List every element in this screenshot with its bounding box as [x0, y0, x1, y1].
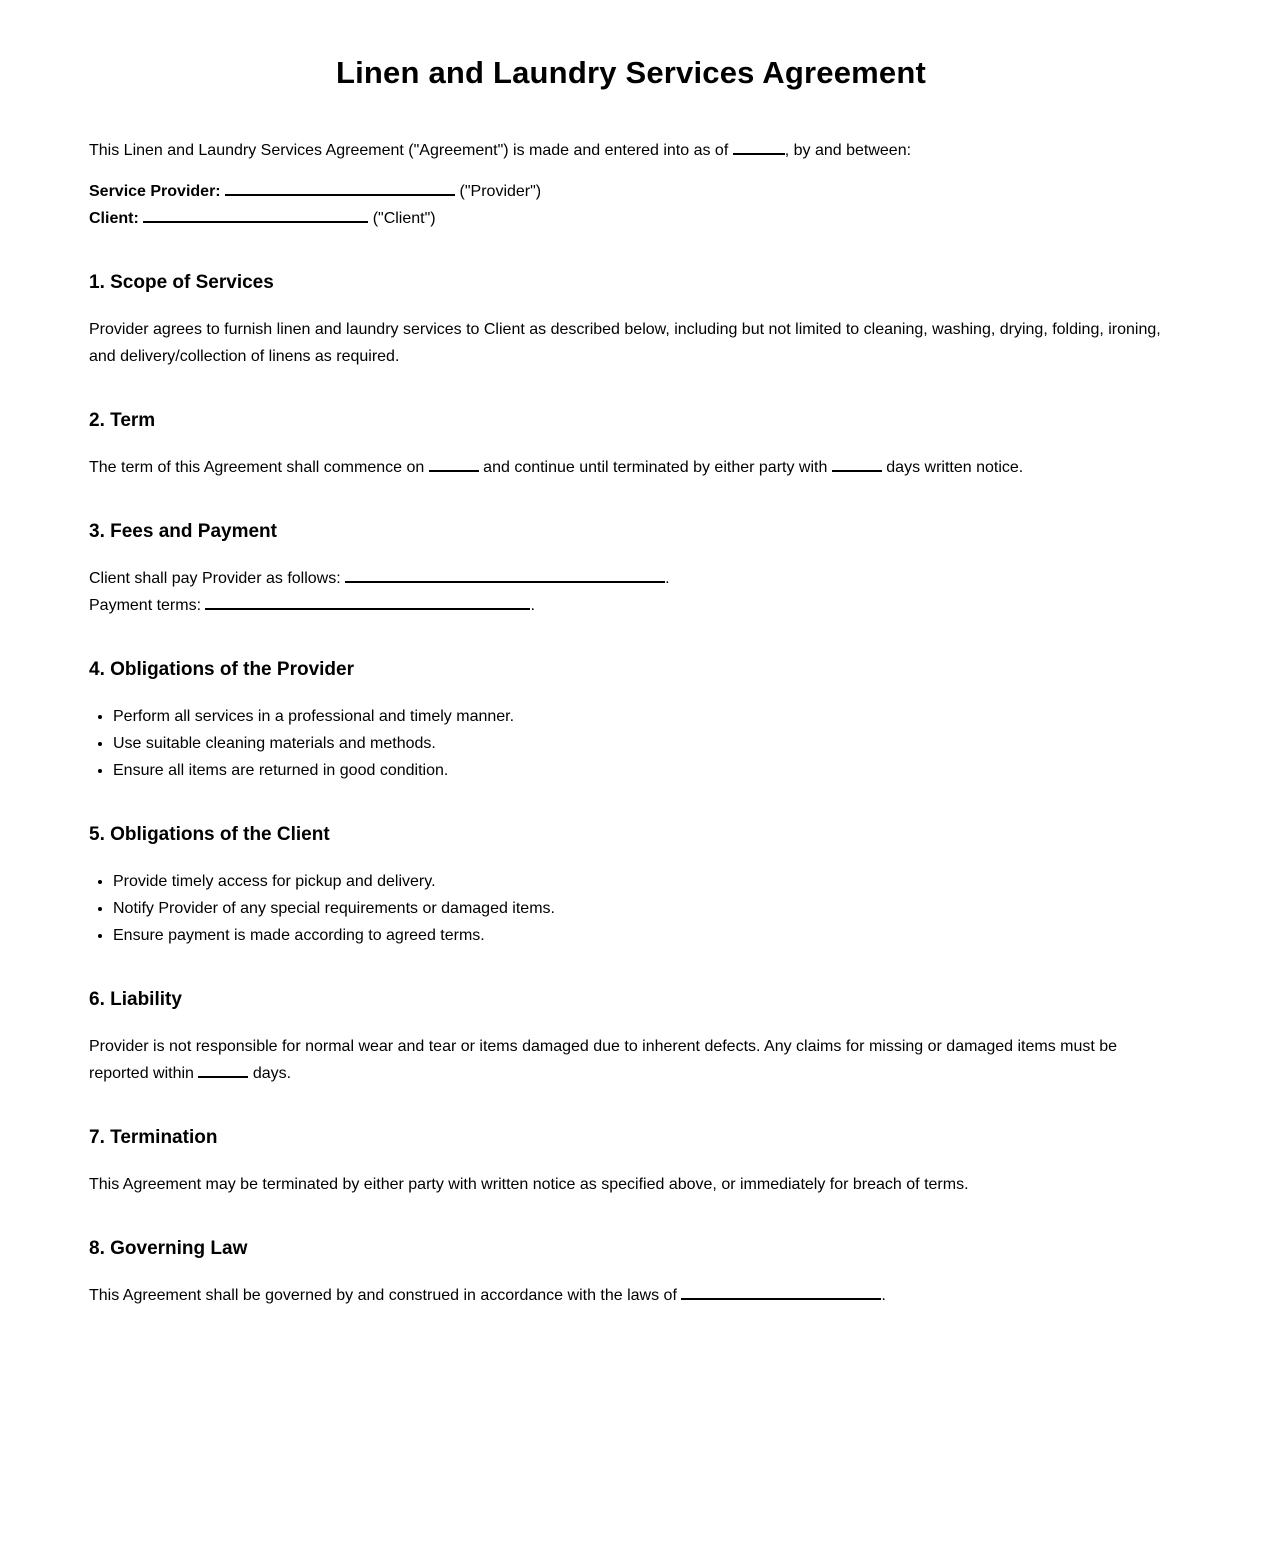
- list-item: • Ensure payment is made according to agreed terms.: [113, 922, 1173, 949]
- section-liability: [89, 989, 1173, 1087]
- intro-paragraph: [89, 137, 1173, 164]
- list-item: • Provide timely access for pickup and delivery.: [113, 868, 1173, 895]
- list-item: • Perform all services in a professional and timely manner.: [113, 703, 1173, 730]
- section-heading-governing-law: 8. Governing Law: [89, 1238, 248, 1259]
- section-heading-fees: 3. Fees and Payment: [89, 521, 277, 542]
- section-fees-and-payment: [89, 521, 1173, 619]
- client-name-blank: [143, 210, 368, 223]
- provider-obligations-list: [89, 703, 1173, 784]
- term-text-after: days written notice.: [886, 459, 1024, 476]
- liability-text-after: days.: [252, 1065, 292, 1082]
- section-termination: [89, 1127, 1173, 1198]
- section-heading-term: 2. Term: [89, 410, 156, 431]
- governing-law-period: .: [881, 1287, 886, 1304]
- section-heading-scope: 1. Scope of Services: [89, 272, 274, 293]
- term-text-before: The term of this Agreement shall commence on: [89, 459, 425, 476]
- list-item: • Ensure all items are returned in good condition.: [113, 757, 1173, 784]
- governing-law-text-before: This Agreement shall be governed by and construed in accordance with the laws of: [89, 1287, 677, 1304]
- payment-terms-blank: [205, 597, 530, 610]
- payment-terms-label: Payment terms:: [89, 597, 202, 614]
- fees-line2-period: .: [530, 597, 535, 614]
- parties-block: [89, 178, 1173, 232]
- fees-line1-period: .: [665, 570, 670, 587]
- section-governing-law: [89, 1238, 1173, 1309]
- liability-body-text: [89, 1033, 1173, 1087]
- section-heading-termination: 7. Termination: [89, 1127, 218, 1148]
- client-label: Client:: [89, 210, 139, 227]
- liability-text-before: Provider is not responsible for normal wear and tear or items damaged due to inherent defects. Any claims for missing or damaged items must be reported within: [89, 1038, 1118, 1082]
- section-heading-provider-obligations: 4. Obligations of the Provider: [89, 659, 354, 680]
- client-obligations-list: [89, 868, 1173, 949]
- section-client-obligations: [89, 824, 1173, 949]
- intro-text-after: , by and between:: [784, 142, 912, 159]
- service-provider-label: Service Provider:: [89, 183, 221, 200]
- section-scope-of-services: [89, 272, 1173, 370]
- fees-amount-blank: [345, 570, 665, 583]
- section-heading-client-obligations: 5. Obligations of the Client: [89, 824, 330, 845]
- section-provider-obligations: [89, 659, 1173, 784]
- claim-days-blank: [198, 1065, 248, 1078]
- effective-date-blank: [733, 142, 785, 155]
- termination-body-text: This Agreement may be terminated by either party with written notice as specified above, or immediately for breach of terms.: [89, 1176, 969, 1193]
- service-provider-suffix: ("Provider"): [459, 183, 542, 200]
- section-term: [89, 410, 1173, 481]
- fees-line1-label: Client shall pay Provider as follows:: [89, 570, 341, 587]
- term-text-between: and continue until terminated by either party with: [483, 459, 828, 476]
- notice-days-blank: [832, 459, 882, 472]
- scope-body-text: Provider agrees to furnish linen and laundry services to Client as described below, including but not limited to cleaning, washing, drying, folding, ironing, and delivery/collection of linens as required.: [89, 321, 1161, 365]
- client-suffix: ("Client"): [372, 210, 436, 227]
- service-provider-name-blank: [225, 183, 455, 196]
- governing-law-blank: [681, 1287, 881, 1300]
- fees-body-text: [89, 565, 1173, 619]
- term-body-text: [89, 454, 1173, 481]
- commence-date-blank: [429, 459, 479, 472]
- list-item: • Use suitable cleaning materials and methods.: [113, 730, 1173, 757]
- governing-law-body-text: [89, 1282, 1173, 1309]
- document-title: Linen and Laundry Services Agreement: [335, 55, 927, 90]
- intro-text-before: This Linen and Laundry Services Agreement ("Agreement") is made and entered into as of: [89, 142, 729, 159]
- list-item: • Notify Provider of any special requirements or damaged items.: [113, 895, 1173, 922]
- section-heading-liability: 6. Liability: [89, 989, 182, 1010]
